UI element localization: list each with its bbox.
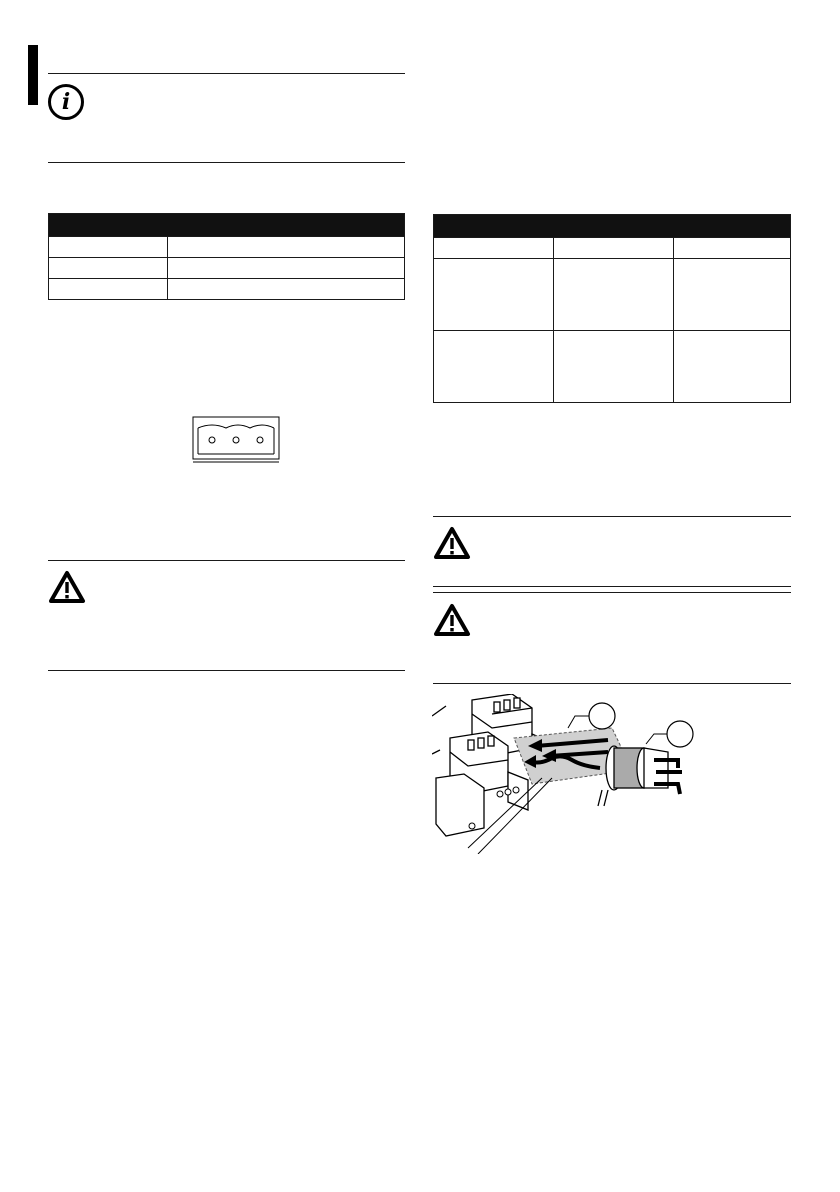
table-cell [168, 237, 405, 258]
table-cell [674, 238, 791, 259]
table-cell [554, 238, 674, 259]
terminal-block-3pin-icon [192, 416, 280, 464]
table-header-row [49, 214, 405, 237]
table-cell [434, 259, 554, 331]
info-icon: i [48, 84, 84, 120]
table-cell [49, 237, 168, 258]
table-cell [554, 331, 674, 403]
table-cell [674, 331, 791, 403]
divider [433, 586, 791, 587]
cable-shield-connection-illustration [432, 694, 702, 854]
table-row [49, 258, 405, 279]
table-row [434, 259, 791, 331]
table-b [433, 214, 791, 403]
table-cell [49, 258, 168, 279]
table-cell [434, 331, 554, 403]
table-row [434, 331, 791, 403]
table-row [434, 238, 791, 259]
table-cell [434, 238, 554, 259]
warning-icon [433, 526, 471, 560]
table-cell [49, 279, 168, 300]
warning-icon [48, 570, 86, 604]
table-header-cell [49, 214, 405, 237]
divider [48, 162, 405, 163]
divider [433, 683, 791, 684]
table-a [48, 213, 405, 300]
divider [48, 560, 405, 561]
table-cell [554, 259, 674, 331]
divider [48, 73, 405, 74]
divider [433, 592, 791, 593]
divider [433, 516, 791, 517]
table-row [49, 237, 405, 258]
table-cell [674, 259, 791, 331]
table-header-cell [434, 215, 791, 238]
table-row [49, 279, 405, 300]
section-tab-marker [28, 45, 38, 105]
table-cell [168, 258, 405, 279]
table-cell [168, 279, 405, 300]
table-header-row [434, 215, 791, 238]
warning-icon [433, 603, 471, 637]
divider [48, 670, 405, 671]
